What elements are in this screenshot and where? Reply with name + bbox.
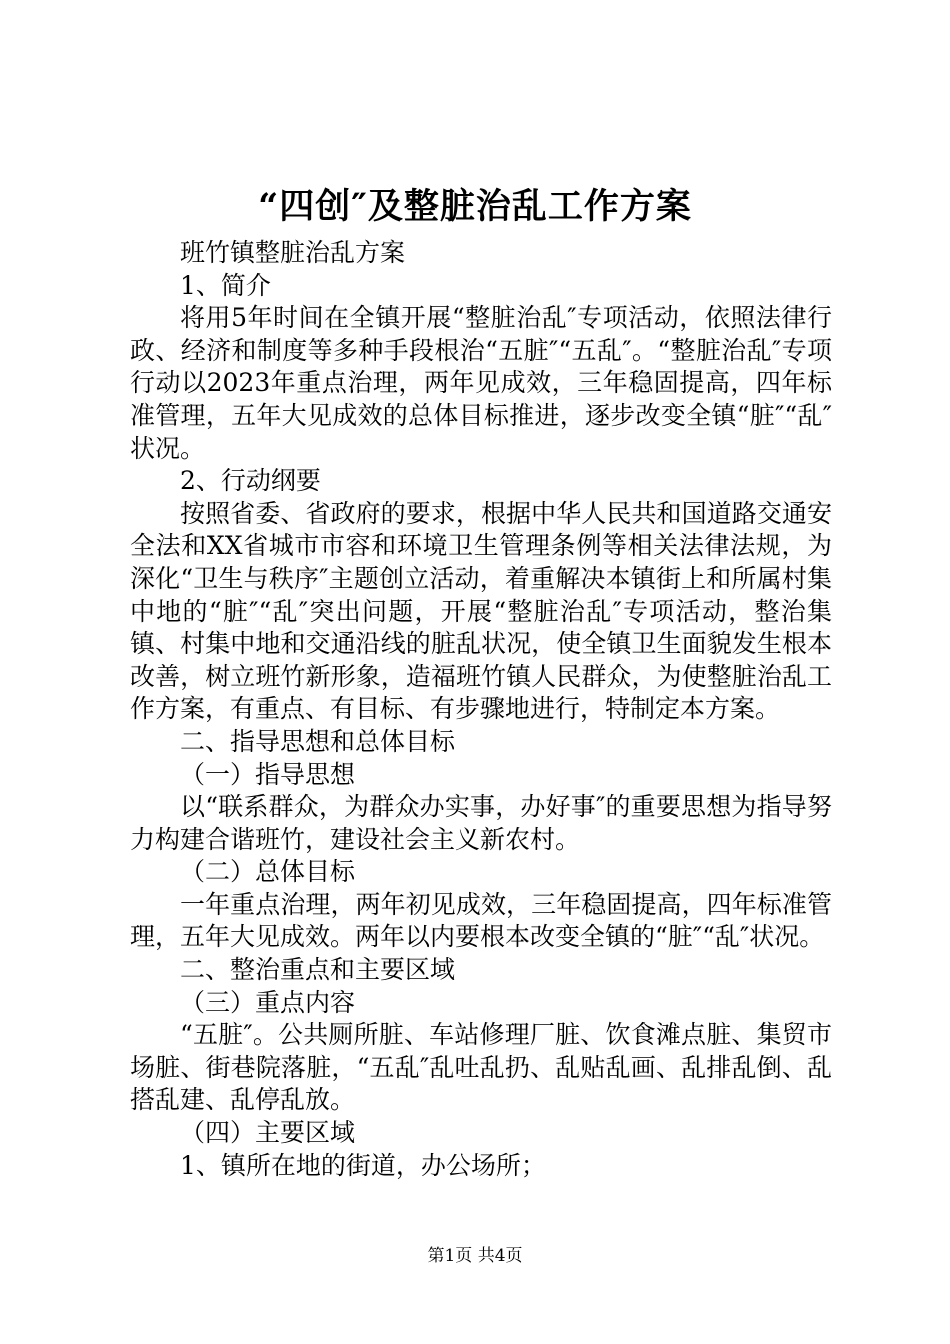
heading-guiding-ideology-goals: 二、指导思想和总体目标	[180, 726, 456, 756]
paragraph-overall-goals: 一年重点治理，两年初见成效，三年稳固提高，四年标准管理，五年大见成效。两年以内要根本改变全镇的“脏″“乱″状况。	[130, 889, 832, 952]
paragraph-guiding-ideology: 以“联系群众，为群众办实事，办好事″的重要思想为指导努力构建合谐班竹，建设社会主义新农村。	[130, 792, 832, 854]
paragraph-introduction: 将用5年时间在全镇开展“整脏治乱″专项活动，依照法律行政、经济和制度等多种手段根治“五脏″“五乱″。“整脏治乱″专项行动以2023年重点治理，两年见成效，三年稳固提高，四年标准管理，五年大见成效的总体目标推进，逐步改变全镇“脏″“乱″状况。	[130, 303, 832, 463]
document-body	[130, 237, 832, 1182]
heading-introduction: 1、简介	[180, 270, 271, 300]
paragraph-subtitle: 班竹镇整脏治乱方案	[180, 238, 406, 267]
heading-key-areas: 二、整治重点和主要区域	[180, 955, 456, 985]
paragraph-action-outline: 按照省委、省政府的要求，根据中华人民共和国道路交通安全法和XX省城市市容和环境卫生管理条例等相关法律法规，为深化“卫生与秩序″主题创立活动，着重解决本镇街上和所属村集中地的“脏″“乱″突出问题，开展“整脏治乱″专项活动，整治集镇、村集中地和交通沿线的脏乱状况，使全镇卫生面貌发生根本改善，树立班竹新形象，造福班竹镇人民群众，为使整脏治乱工作方案，有重点、有目标、有步骤地进行，特制定本方案。	[130, 498, 832, 724]
subheading-key-content: （三）重点内容	[180, 987, 356, 1017]
subheading-guiding-ideology: （一）指导思想	[180, 759, 356, 789]
list-item-main-area-1: 1、镇所在地的街道，办公场所；	[180, 1150, 546, 1180]
paragraph-key-content: “五脏″。公共厕所脏、车站修理厂脏、饮食滩点脏、集贸市场脏、街巷院落脏，“五乱″乱吐乱扔、乱贴乱画、乱排乱倒、乱搭乱建、乱停乱放。	[130, 1020, 832, 1115]
subheading-main-areas: （四）主要区域	[180, 1118, 356, 1148]
heading-action-outline: 2、行动纲要	[180, 466, 321, 496]
page-number-footer: 第1页 共4页	[427, 1246, 523, 1266]
document-title: “四创″及整脏治乱工作方案	[258, 186, 692, 227]
subheading-overall-goals: （二）总体目标	[180, 857, 356, 887]
